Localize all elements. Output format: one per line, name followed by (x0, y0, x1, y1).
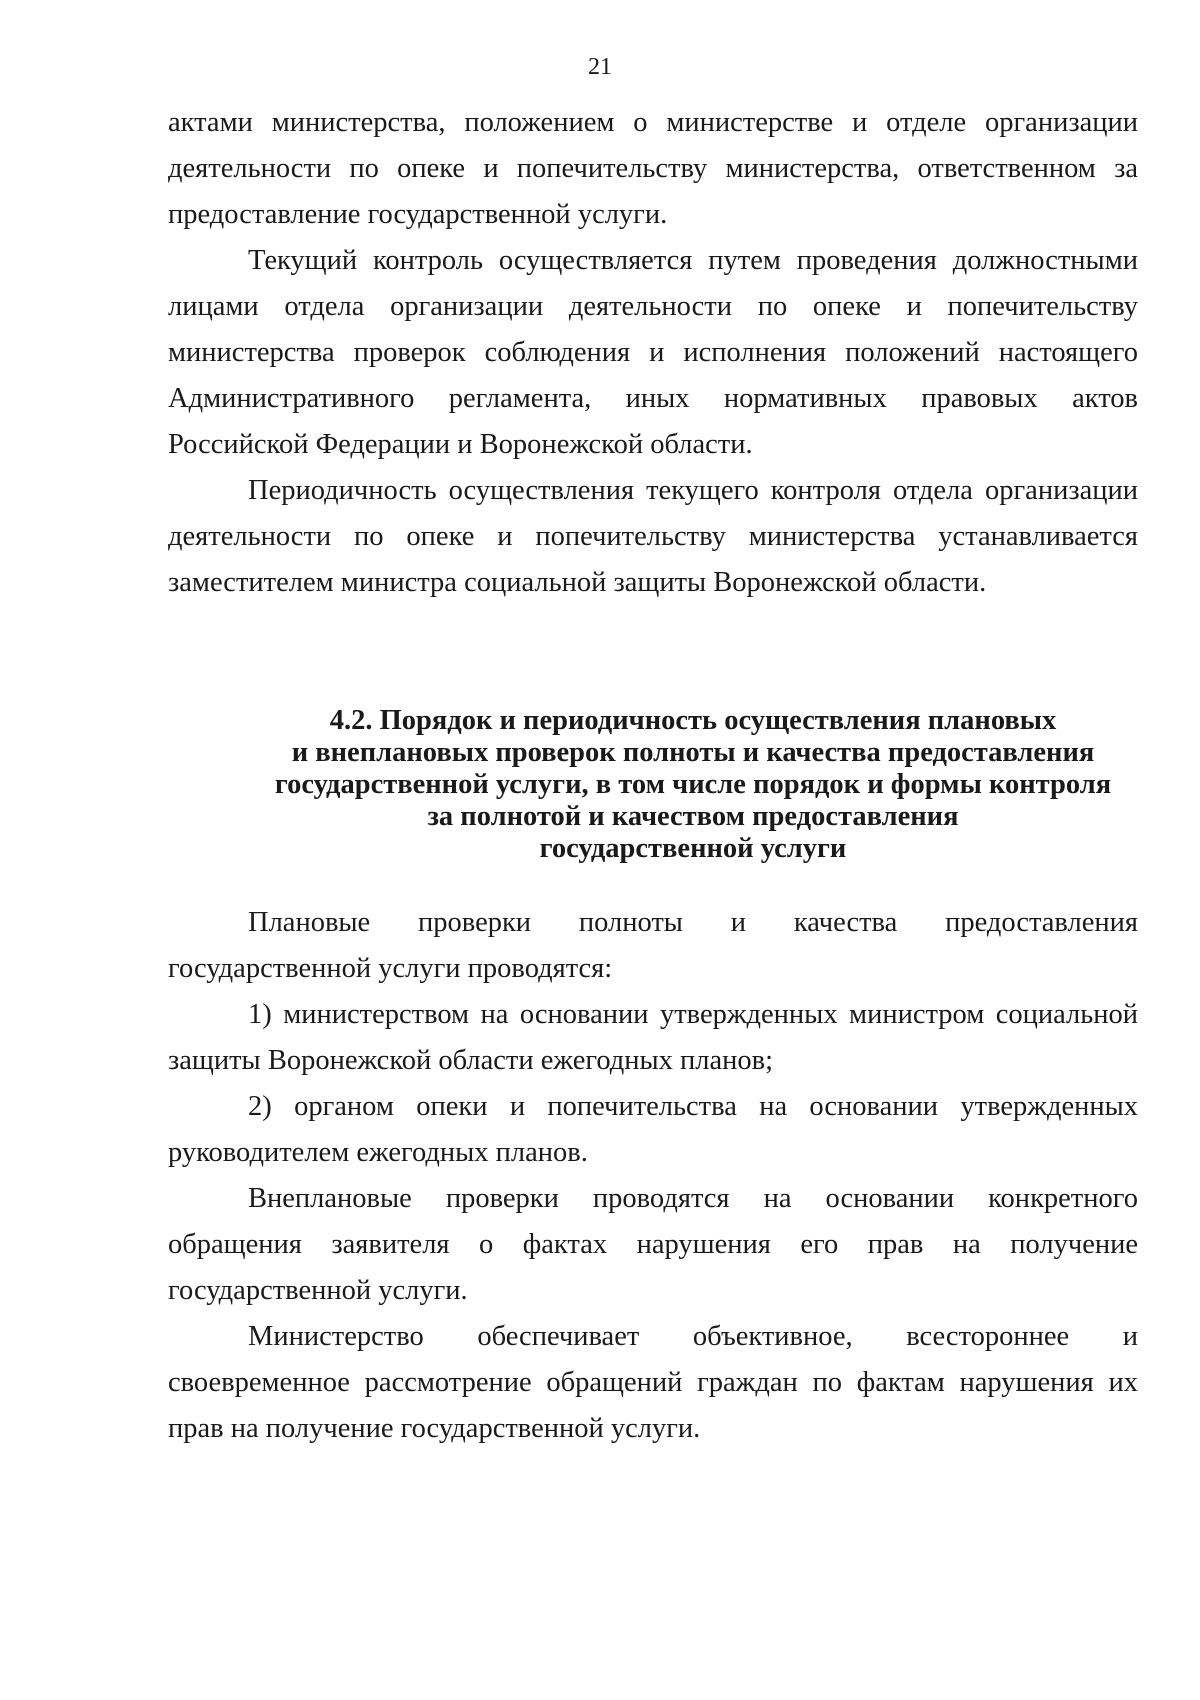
heading-line: государственной услуги, в том числе порядок и формы контроля (274, 769, 1112, 800)
paragraph-ministry-review: Министерство обеспечивает объективное, всестороннее и своевременное рассмотрение обращений граждан по фактам нарушения их прав на получение государственной услуги. (168, 1321, 1138, 1444)
page-number: 21 (588, 54, 612, 80)
paragraph-planned-checks: Плановые проверки полноты и качества предоставления государственной услуги проводятся: (168, 907, 1138, 984)
paragraph-current-control: Текущий контроль осуществляется путем проведения должностными лицами отдела организации деятельности по опеке и попечительству министерства проверок соблюдения и исполнения положений настоящего Административного регламента, иных нормативных правовых актов Российской Федерации и Воронежской области. (168, 245, 1138, 460)
section-heading (168, 705, 1200, 865)
paragraph-list-item-1: 1) министерством на основании утвержденных министром социальной защиты Воронежской области ежегодных планов; (168, 999, 1138, 1076)
paragraph-unplanned-checks: Внеплановые проверки проводятся на основании конкретного обращения заявителя о фактах нарушения его прав на получение государственной услуги. (168, 1183, 1138, 1306)
paragraph-continuation: актами министерства, положением о министерстве и отделе организации деятельности по опеке и попечительству министерства, ответственном за предоставление государственной услуги. (168, 107, 1138, 230)
heading-line: государственной услуги (539, 833, 847, 864)
heading-line: 4.2. Порядок и периодичность осуществления плановых (329, 705, 1057, 736)
section-text-bottom (168, 900, 1138, 1452)
paragraph-list-item-2: 2) органом опеки и попечительства на основании утвержденных руководителем ежегодных планов. (168, 1091, 1138, 1168)
paragraph-control-periodicity: Периодичность осуществления текущего контроля отдела организации деятельности по опеке и попечительству министерства устанавливается заместителем министра социальной защиты Воронежской области. (168, 475, 1138, 598)
heading-line: и внеплановых проверок полноты и качества предоставления (291, 737, 1095, 768)
heading-line: за полнотой и качеством предоставления (427, 801, 959, 832)
section-text-top (168, 100, 1138, 606)
